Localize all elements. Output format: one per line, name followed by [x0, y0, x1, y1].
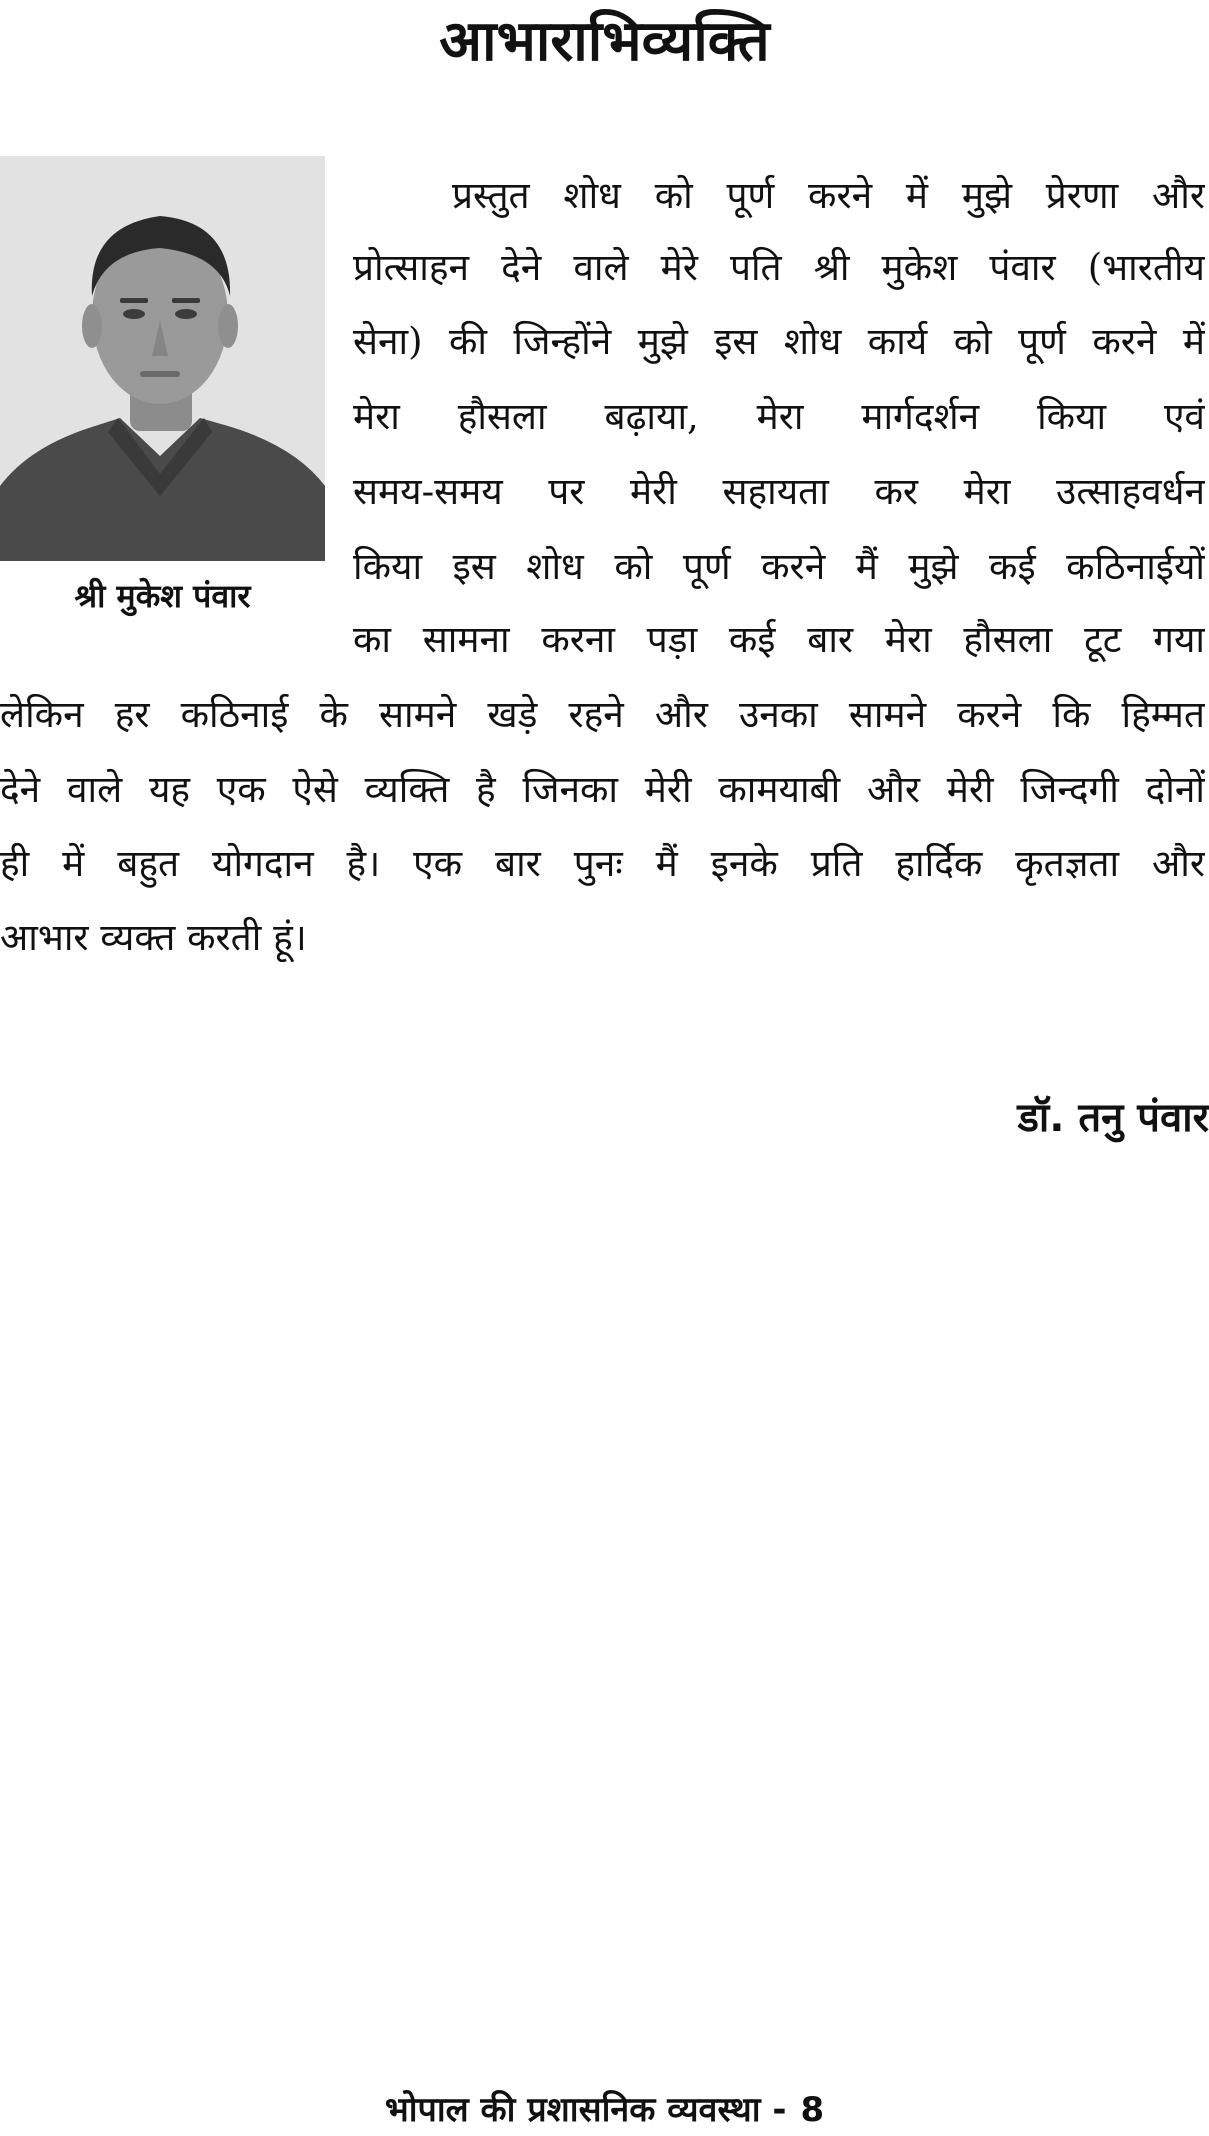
portrait-photo-image: [0, 156, 325, 561]
paragraph-line: मेरा हौसला बढ़ाया, मेरा मार्गदर्शन किया एवं: [353, 395, 1205, 438]
paragraph-line: प्रोत्साहन देने वाले मेरे पति श्री मुकेश पंवार (भारतीय: [353, 246, 1205, 289]
page-title: आभाराभिव्यक्ति: [439, 9, 770, 74]
paragraph-line: आभार व्यक्त करती हूं।: [0, 916, 307, 959]
paragraph-line: प्रस्तुत शोध को पूर्ण करने में मुझे प्रेरणा और: [452, 174, 1205, 217]
paragraph-line: ही में बहुत योगदान है। एक बार पुनः मैं इनके प्रति हार्दिक कृतज्ञता और: [0, 842, 1205, 885]
paragraph-line: लेकिन हर कठिनाई के सामने खड़े रहने और उनका सामने करने कि हिम्मत: [0, 693, 1205, 736]
signature: डॉ. तनु पंवार: [1017, 1095, 1209, 1141]
photo-caption: श्री मुकेश पंवार: [74, 577, 251, 615]
paragraph-line: का सामना करना पड़ा कई बार मेरा हौसला टूट गया: [353, 618, 1205, 661]
footer-book-title: भोपाल की प्रशासनिक व्यवस्था -: [384, 2090, 787, 2130]
portrait-photo: [0, 156, 325, 561]
paragraph-line: देने वाले यह एक ऐसे व्यक्ति है जिनका मेरी कामयाबी और मेरी जिन्दगी दोनों: [0, 768, 1205, 811]
paragraph-line: समय-समय पर मेरी सहायता कर मेरा उत्साहवर्धन: [353, 470, 1205, 513]
paragraph-line: किया इस शोध को पूर्ण करने मैं मुझे कई कठिनाईयों: [353, 545, 1205, 588]
page-footer: [0, 2088, 1209, 2132]
paragraph-line: सेना) की जिन्होंने मुझे इस शोध कार्य को पूर्ण करने में: [353, 320, 1205, 363]
page-number: 8: [800, 2090, 825, 2130]
